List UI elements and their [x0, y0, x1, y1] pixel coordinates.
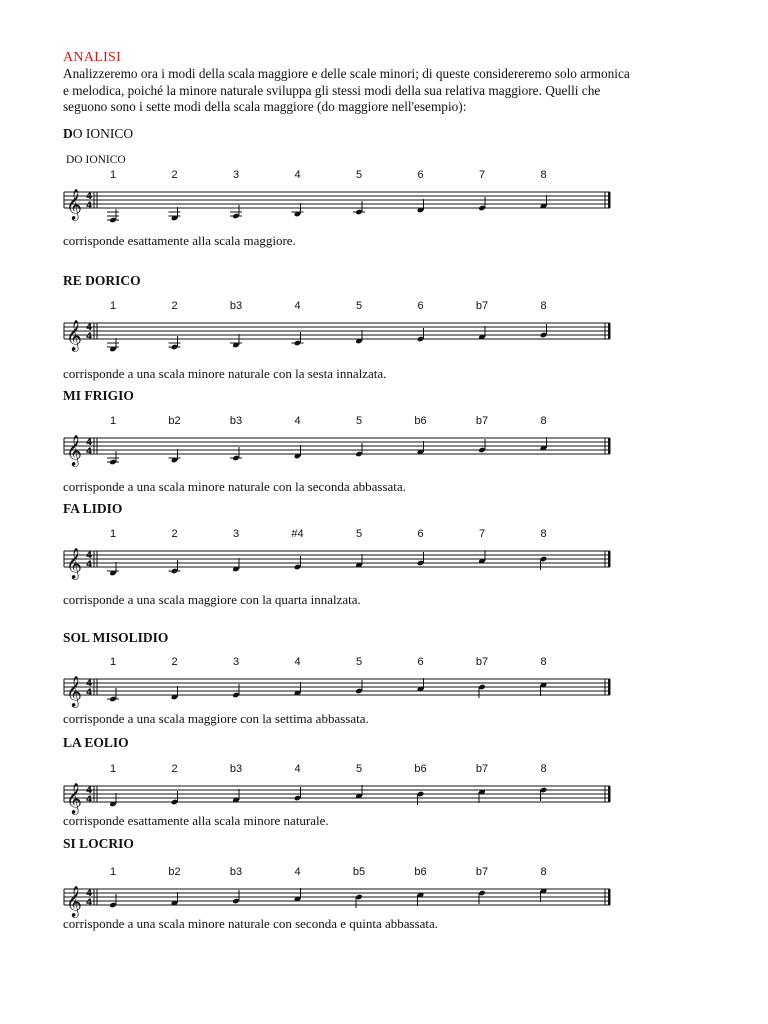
- mode-description: corrisponde a una scala maggiore con la settima abbassata.: [63, 711, 369, 726]
- note-head: [171, 892, 179, 906]
- note-head: [294, 682, 302, 696]
- time-signature-top: 4: [86, 786, 93, 796]
- degree-label: b3: [229, 866, 243, 878]
- mode-title-initial: D: [63, 126, 73, 141]
- degree-label: 8: [540, 528, 547, 540]
- degree-label: 4: [294, 169, 301, 181]
- degree-label: 3: [232, 656, 240, 668]
- mode-title-rest: O IONICO: [72, 126, 134, 141]
- staff-do-ionico: [0, 150, 768, 234]
- time-signature-bottom: 4: [86, 560, 93, 570]
- degree-label: 1: [109, 169, 117, 181]
- degree-label: 1: [109, 528, 117, 540]
- note-head: [417, 892, 425, 906]
- time-signature-top: 4: [86, 889, 93, 899]
- note-head: [417, 678, 425, 692]
- mode-description: corrisponde a una scala minore naturale con seconda e quinta abbassata.: [63, 916, 439, 931]
- degree-label: b6: [414, 866, 427, 878]
- degree-label: b7: [475, 656, 489, 668]
- music-staff-svg: [0, 150, 768, 234]
- treble-clef-icon: 𝄞: [66, 783, 82, 814]
- note-head: [171, 686, 179, 700]
- note-head: [230, 205, 242, 219]
- treble-clef-icon: 𝄞: [66, 189, 82, 220]
- degree-label: 7: [478, 528, 486, 540]
- mode-description: corrisponde esattamente alla scala maggiore.: [63, 233, 296, 248]
- degree-label: 8: [540, 300, 547, 312]
- section-title: ANALISI: [63, 50, 122, 65]
- note-head: [540, 195, 548, 209]
- degree-label: 4: [294, 866, 301, 878]
- staff-label: DO IONICO: [66, 154, 126, 166]
- mode-title-mi-frigio: MI FRIGIO: [63, 388, 134, 403]
- degree-label: 1: [109, 300, 117, 312]
- intro-line: seguono sono i sette modi della scala maggiore (do maggiore nell'esempio):: [63, 99, 467, 114]
- degree-label: 4: [294, 763, 301, 775]
- note-head: [107, 451, 119, 465]
- note-head: [294, 445, 302, 459]
- degree-label: 1: [109, 763, 117, 775]
- time-signature-top: 4: [86, 438, 93, 448]
- mode-title-si-locrio: SI LOCRIO: [63, 836, 134, 851]
- note-head: [169, 207, 181, 221]
- degree-label: 4: [294, 300, 301, 312]
- degree-label: b7: [475, 415, 489, 427]
- note-head: [478, 326, 486, 340]
- intro-paragraph: [63, 66, 763, 116]
- treble-clef-icon: 𝄞: [66, 548, 82, 579]
- degree-label: 2: [171, 763, 178, 775]
- note-head: [540, 437, 548, 451]
- time-signature-bottom: 4: [86, 201, 93, 211]
- degree-label: 5: [355, 763, 363, 775]
- time-signature-top: 4: [86, 679, 93, 689]
- mode-description: corrisponde a una scala maggiore con la quarta innalzata.: [63, 592, 361, 607]
- time-signature-bottom: 4: [86, 795, 93, 805]
- time-signature-top: 4: [86, 551, 93, 561]
- degree-label: 1: [109, 656, 117, 668]
- degree-label: b3: [229, 415, 243, 427]
- degree-label: 8: [540, 763, 547, 775]
- mode-title-sol-misolidio: SOL MISOLIDIO: [63, 630, 169, 645]
- degree-label: 3: [232, 169, 240, 181]
- time-signature-bottom: 4: [86, 332, 93, 342]
- degree-label: b7: [475, 300, 489, 312]
- degree-label: 5: [355, 528, 363, 540]
- time-signature-top: 4: [86, 192, 93, 202]
- degree-label: #4: [291, 528, 304, 540]
- note-head: [107, 209, 119, 223]
- degree-label: b6: [414, 763, 427, 775]
- note-head: [417, 199, 425, 213]
- time-signature-bottom: 4: [86, 898, 93, 908]
- staff-re-dorico: [0, 294, 768, 365]
- degree-label: 2: [171, 528, 178, 540]
- degree-label: 2: [171, 656, 178, 668]
- degree-label: 4: [294, 415, 301, 427]
- time-signature-top: 4: [86, 323, 93, 333]
- note-head: [355, 330, 363, 344]
- mode-description: corrisponde a una scala minore naturale con la sesta innalzata.: [63, 366, 387, 381]
- intro-line: e melodica, poiché la minore naturale sviluppa gli stessi modi della sua relativa maggiore. Quelli che: [63, 82, 601, 98]
- treble-clef-icon: 𝄞: [66, 435, 82, 466]
- note-head: [230, 334, 242, 348]
- mode-title-fa-lidio: FA LIDIO: [63, 501, 123, 516]
- degree-label: b7: [475, 866, 489, 878]
- note-head: [355, 785, 363, 799]
- treble-clef-icon: 𝄞: [66, 886, 82, 917]
- degree-label: 3: [232, 528, 240, 540]
- staff-fa-lidio: [0, 522, 768, 593]
- degree-label: b7: [475, 763, 489, 775]
- mode-description: corrisponde a una scala minore naturale con la seconda abbassata.: [63, 479, 406, 494]
- degree-label: 7: [478, 169, 486, 181]
- music-staff-svg: [0, 522, 768, 593]
- degree-label: 1: [109, 415, 117, 427]
- note-head: [107, 562, 119, 576]
- note-head: [417, 441, 425, 455]
- time-signature-bottom: 4: [86, 688, 93, 698]
- note-head: [355, 554, 363, 568]
- degree-label: 5: [355, 656, 363, 668]
- treble-clef-icon: 𝄞: [66, 320, 82, 351]
- degree-label: 8: [540, 656, 547, 668]
- note-head: [540, 888, 548, 902]
- degree-label: 2: [171, 300, 178, 312]
- treble-clef-icon: 𝄞: [66, 676, 82, 707]
- degree-label: 4: [294, 656, 301, 668]
- degree-label: b2: [168, 866, 181, 878]
- mode-description: corrisponde esattamente alla scala minore naturale.: [63, 813, 329, 828]
- note-head: [107, 338, 119, 352]
- degree-label: 5: [355, 300, 363, 312]
- degree-label: b3: [229, 300, 243, 312]
- degree-label: 6: [417, 300, 424, 312]
- degree-label: 5: [355, 415, 363, 427]
- note-head: [478, 789, 486, 803]
- degree-label: 6: [417, 656, 424, 668]
- degree-label: b5: [352, 866, 366, 878]
- intro-line: Analizzeremo ora i modi della scala maggiore e delle scale minori; di queste considereremo solo armonica: [63, 66, 630, 81]
- note-head: [294, 888, 302, 902]
- music-staff-svg: [0, 294, 768, 365]
- note-head: [169, 336, 181, 350]
- note-head: [232, 558, 240, 572]
- degree-label: b3: [229, 763, 243, 775]
- degree-label: 6: [417, 528, 424, 540]
- note-head: [169, 449, 181, 463]
- mode-title-re-dorico: RE DORICO: [63, 273, 141, 288]
- degree-label: b6: [414, 415, 427, 427]
- note-head: [109, 793, 117, 807]
- degree-label: 8: [540, 169, 547, 181]
- time-signature-bottom: 4: [86, 447, 93, 457]
- degree-label: 6: [417, 169, 424, 181]
- note-head: [232, 789, 240, 803]
- note-head: [478, 550, 486, 564]
- mode-title-do-ionico: [63, 126, 133, 142]
- mode-title-la-eolio: LA EOLIO: [63, 735, 129, 750]
- degree-label: 1: [109, 866, 117, 878]
- staff-mi-frigio: [0, 409, 768, 480]
- note-head: [292, 203, 304, 217]
- note-head: [540, 682, 548, 696]
- degree-label: b2: [168, 415, 181, 427]
- degree-label: 2: [171, 169, 178, 181]
- degree-label: 8: [540, 415, 547, 427]
- degree-label: 5: [355, 169, 363, 181]
- degree-label: 8: [540, 866, 547, 878]
- music-staff-svg: [0, 409, 768, 480]
